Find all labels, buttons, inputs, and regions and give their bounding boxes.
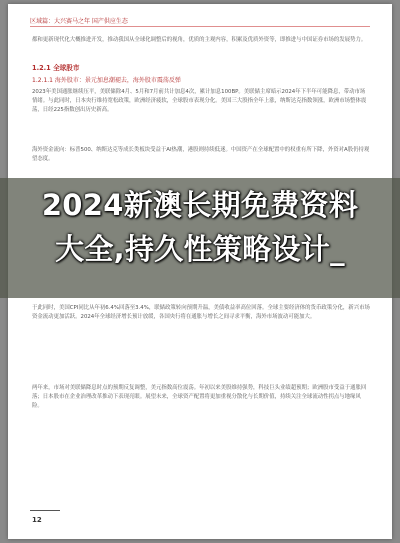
running-header: 区域篇：大兴赛马之年 国产供应生态 [30,18,128,25]
body-paragraph-3: 于此同时，美国CPI同比从年初6.4%回落至3.4%，联储政策转向预期升温，美债收益率高位回落。全球主要经济体的货币政策分化，新兴市场资金流动更加活跃。2024年全球经济增长预计放缓，各国央行将在通胀与增长之间寻求平衡，海外市场波动可能加大。 [32,305,370,320]
page-number: 12 [32,516,42,524]
body-paragraph-2: 海外资金流向：标普500、纳斯达克等成长类板块受益于AI热潮，港股则持续低迷。中国资产在全球配置中的权重有所下降，外资对A股仍持观望态度。 [32,147,370,162]
body-paragraph-1: 2023年美国通胀继续压平，美联储除4月、5月和7月前共计加息4次，累计加息100BP。美联储主席暗示2024年下半年可能降息，带动市场情绪。与此同时，日本央行维持宽松政策，欧洲经济疲软，全球股市表现分化。美国三大股指全年上涨，纳斯达克指数领涨，欧洲市场整体震荡，日经225指数创出历史新高。 [32,89,367,113]
footer-divider [30,510,60,511]
section-subtitle: 1.2.1.1 海外股市：景元加息潮褪去，海外股市震荡反弹 [32,77,181,84]
overlay-headline [0,183,400,271]
section-title: 1.2.1 全球股市 [32,64,80,72]
overlay-headline-line2: 大全,持久性策略设计_ [55,232,345,266]
body-paragraph-4: 两年来，市场对美联储降息时点的预期反复调整，美元指数高位震荡。年初以来美股维持强势，科技巨头业绩超预期；欧洲股市受益于通胀回落；日本股市在企业治理改革推动下表现亮眼。展望未来，全球资产配置将更加重视分散化与长期价值，持续关注全球流动性拐点与地缘风险。 [32,385,367,409]
header-divider [30,26,370,27]
intro-paragraph: 都和更新现代化大概推进开发，推动我国从全球化调整后的视角，优质的主观内容，积累及优质外资等，即推进与中国证券市场的发展势力。 [32,37,367,43]
overlay-headline-line1: 2024新澳长期免费资料 [41,188,359,222]
